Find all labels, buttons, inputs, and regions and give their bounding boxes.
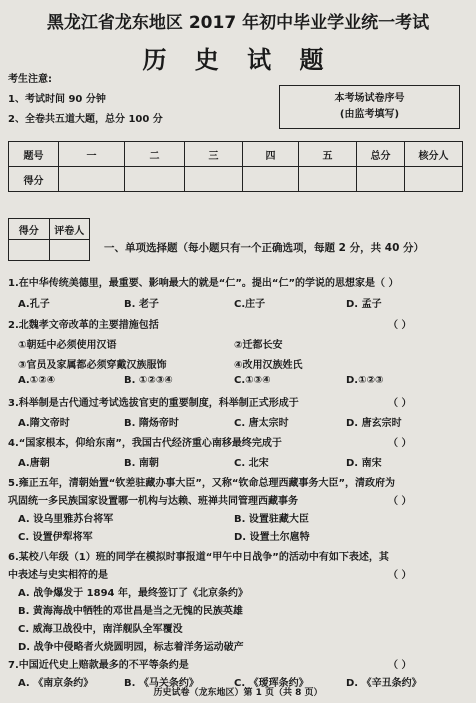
option: C. 威海卫战役中，南洋舰队全军覆没 — [18, 624, 183, 635]
option: A. 战争爆发于 1894 年，最终签订了《北京条约》 — [18, 588, 248, 599]
answer-bracket: （ ） — [388, 438, 412, 449]
grader-name-cell[interactable] — [49, 240, 90, 261]
exam-title: 黑龙江省龙东地区 2017 年初中毕业学业统一考试 — [46, 13, 430, 33]
grader-score-cell[interactable] — [9, 240, 50, 261]
answer-bracket: （ ） — [388, 398, 412, 409]
question-stem-cont: 巩固统一多民族国家设置哪一机构与达赖、班禅共同管理西藏事务 — [8, 496, 298, 507]
question-stem: 7.中国近代史上赔款最多的不平等条约是 — [8, 660, 189, 671]
statement: ③官员及家属都必须穿戴汉族服饰 — [18, 360, 167, 371]
candidate-notes — [8, 70, 163, 130]
section-title: 一、单项选择题（每小题只有一个正确选项，每题 2 分，共 40 分） — [104, 242, 425, 254]
question-stem-cont: 中表述与史实相符的是 — [8, 570, 108, 581]
option: C.①③④ — [234, 375, 271, 386]
option: C.庄子 — [234, 299, 266, 310]
option: D. 孟子 — [346, 299, 382, 310]
answer-bracket: （ ） — [388, 320, 412, 331]
option: C. 北宋 — [234, 458, 269, 469]
question-stem: 6.某校八年级（1）班的同学在模拟时事报道“甲午中日战争”的活动中有如下表述，其 — [8, 552, 389, 563]
answer-bracket: （ ） — [388, 570, 412, 581]
score-cell[interactable] — [405, 167, 463, 192]
option: D. 南宋 — [346, 458, 382, 469]
page-footer: 历史试卷（龙东地区）第 1 页（共 8 页） — [153, 688, 323, 698]
score-table — [8, 141, 463, 192]
grader-table — [8, 218, 90, 261]
option: A.唐朝 — [18, 458, 50, 469]
score-cell[interactable] — [299, 167, 357, 192]
option: D. 唐玄宗时 — [346, 418, 402, 429]
score-header-cell: 一 — [59, 142, 125, 167]
score-header-cell: 四 — [243, 142, 299, 167]
question-stem: 4.“国家根本，仰给东南”，我国古代经济重心南移最终完成于 — [8, 438, 282, 449]
statement: ②迁都长安 — [234, 340, 283, 351]
option: B. 黄海海战中牺牲的邓世昌是当之无愧的民族英雄 — [18, 606, 243, 617]
score-cell[interactable] — [357, 167, 405, 192]
score-header-cell: 总分 — [357, 142, 405, 167]
score-cell[interactable] — [125, 167, 185, 192]
seat-box-label: 本考场试卷序号 — [334, 93, 405, 104]
notes-item-total: 2、全卷共五道大题，总分 100 分 — [8, 114, 163, 125]
option: A.孔子 — [18, 299, 50, 310]
question-stem: 1.在中华传统美德里，最重要、影响最大的就是“仁”。提出“仁”的学说的思想家是（ ） — [8, 278, 399, 289]
score-header-cell: 核分人 — [405, 142, 463, 167]
option: D. 设置土尔扈特 — [234, 532, 310, 543]
option: B. 老子 — [124, 299, 159, 310]
answer-bracket: （ ） — [388, 660, 412, 671]
score-header-cell: 二 — [125, 142, 185, 167]
score-table-header-row — [9, 142, 463, 167]
question-stem: 5.雍正五年，清朝始置“钦差驻藏办事大臣”，又称“钦命总理西藏事务大臣”，清政府为 — [8, 478, 396, 489]
grader-score-label: 得分 — [9, 219, 50, 240]
option: C. 唐太宗时 — [234, 418, 289, 429]
option: B. 《马关条约》 — [124, 678, 199, 689]
score-cell[interactable] — [59, 167, 125, 192]
statement: ①朝廷中必须使用汉语 — [18, 340, 117, 351]
option: C. 《瑷珲条约》 — [234, 678, 309, 689]
score-header-cell: 题号 — [9, 142, 59, 167]
answer-bracket: （ ） — [388, 496, 412, 507]
option: A.①②④ — [18, 375, 56, 386]
option: B. 设置驻藏大臣 — [234, 514, 309, 525]
option: B. 南朝 — [124, 458, 159, 469]
option: D. 战争中侵略者火烧圆明园，标志着洋务运动破产 — [18, 642, 244, 653]
score-table-score-row — [9, 167, 463, 192]
notes-heading: 考生注意: — [8, 74, 52, 85]
score-row-label: 得分 — [9, 167, 59, 192]
option: A. 《南京条约》 — [18, 678, 94, 689]
option: D.①②③ — [346, 375, 384, 386]
option: A.隋文帝时 — [18, 418, 70, 429]
seat-number-box — [279, 85, 460, 129]
statement: ④改用汉族姓氏 — [234, 360, 303, 371]
option: B. ①②③④ — [124, 375, 173, 386]
option: D. 《辛丑条约》 — [346, 678, 422, 689]
option: B. 隋炀帝时 — [124, 418, 179, 429]
score-header-cell: 五 — [299, 142, 357, 167]
seat-box-note: (由监考填写) — [339, 109, 400, 120]
subject-title: 历 史 试 题 — [142, 46, 334, 74]
score-header-cell: 三 — [185, 142, 243, 167]
question-stem: 3.科举制是古代通过考试选拔官吏的重要制度，科举制正式形成于 — [8, 398, 299, 409]
question-stem: 2.北魏孝文帝改革的主要措施包括 — [8, 320, 159, 331]
score-cell[interactable] — [243, 167, 299, 192]
grader-name-label: 评卷人 — [49, 219, 90, 240]
notes-item-time: 1、考试时间 90 分钟 — [8, 94, 106, 105]
option: C. 设置伊犁将军 — [18, 532, 93, 543]
score-cell[interactable] — [185, 167, 243, 192]
option: A. 设乌里雅苏台将军 — [18, 514, 114, 525]
